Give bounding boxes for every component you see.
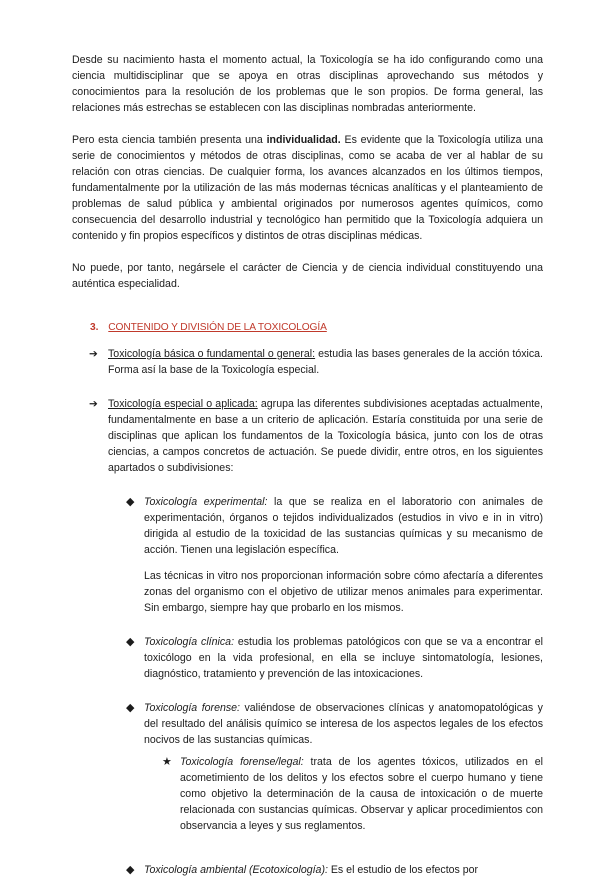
list-item-toxicologia-basica	[72, 346, 543, 378]
intro-p2-bold: individualidad.	[266, 134, 341, 146]
diamond-bullet-icon: ◆	[126, 702, 135, 714]
document-body	[72, 52, 543, 896]
text-experimental: la que se realiza en el laboratorio con animales de experimentación, órganos o tejidos individualizados (estudios in vivo e in in vitro) dirigida al estudio de la toxicidad de las sustancias químicas y su mecanismo de acción. Tienen una legislación específica.	[144, 496, 543, 556]
term-experimental: Toxicología experimental:	[144, 496, 268, 508]
term-clinica: Toxicología clínica:	[144, 636, 235, 648]
diamond-bullet-icon: ◆	[126, 864, 135, 876]
text-experimental-extra: Las técnicas in vitro nos proporcionan información sobre cómo afectaría a diferentes zonas del organismo con el objetivo de utilizar menos animales para experimentar. Sin embargo, siempre hay que probarlo en los mismos.	[144, 570, 543, 614]
arrow-right-icon: ➔	[89, 348, 98, 360]
text-forense-legal: trata de los agentes tóxicos, utilizados en el acometimiento de los delitos y los efectos sobre el cuerpo humano y tiene como objetivo la determinación de la causa de intoxicación o de muerte relacionada con sustancias químicas. Observar y aplicar procedimientos con observancia a leyes y sus reglamentos.	[180, 756, 543, 832]
term-ambiental: Toxicología ambiental (Ecotoxicología):	[144, 864, 328, 876]
section-number: 3.	[90, 322, 99, 333]
star-bullet-icon: ★	[162, 756, 172, 768]
list-item-experimental	[126, 494, 543, 616]
list-item-forense	[126, 700, 543, 834]
intro-paragraph-1: Desde su nacimiento hasta el momento actual, la Toxicología se ha ido configurando como una ciencia multidisciplinar que se apoya en otras disciplinas aprovechando sus métodos y conocimientos para la resolución de los problemas que le son propios. De forma general, las relaciones más estrechas se establecen con las disciplinas nombradas anteriormente.	[72, 54, 543, 114]
text-basica: estudia las bases generales de la acción tóxica. Forma así la base de la Toxicología especial.	[108, 348, 543, 376]
arrow-right-icon: ➔	[89, 398, 98, 410]
text-ambiental: Es el estudio de los efectos por	[327, 864, 479, 876]
list-item-toxicologia-especial	[72, 396, 543, 476]
text-forense: valiéndose de observaciones clínicas y anatomopatológicas y del resultado del análisis químico se interesa de los aspectos legales de los efectos nocivos de las sustancias químicas.	[144, 702, 543, 746]
section-title: CONTENIDO Y DIVISIÓN DE LA TOXICOLOGÍA	[108, 322, 327, 333]
intro-paragraph-3: No puede, por tanto, negársele el carácter de Ciencia y de ciencia individual constituyendo una auténtica especialidad.	[72, 262, 543, 290]
diamond-bullet-icon: ◆	[126, 496, 135, 508]
text-especial: agrupa las diferentes subdivisiones aceptadas actualmente, fundamentalmente en base a un criterio de aplicación. Estaría constituida por una serie de disciplinas que aplican los fundamentos de la Toxicología básica, junto con los de otras ciencias, a campos concretos de actuación. Se puede dividir, entre otros, en los siguientes apartados o subdivisiones:	[108, 398, 543, 474]
term-forense: Toxicología forense:	[144, 702, 240, 714]
term-basica: Toxicología básica o fundamental o general:	[108, 348, 316, 360]
section-heading	[72, 320, 543, 336]
diamond-bullet-icon: ◆	[126, 636, 135, 648]
term-especial: Toxicología especial o aplicada:	[108, 398, 258, 410]
intro-paragraph-2	[72, 132, 543, 244]
text-clinica: estudia los problemas patológicos con que se va a encontrar el toxicólogo en la vida profesional, en ella se incluye sintomatología, lesiones, diagnóstico, tratamiento y prevención de las intoxicaciones.	[144, 636, 543, 680]
term-forense-legal: Toxicología forense/legal:	[180, 756, 304, 768]
list-item-ambiental	[126, 862, 543, 878]
list-item-clinica	[126, 634, 543, 682]
sub-list-item-forense-legal	[162, 754, 543, 834]
intro-p2-rest: Es evidente que la Toxicología utiliza una serie de conocimientos y métodos de otras disciplinas, como se acaba de ver al hablar de su relación con otras ciencias. De cualquier forma, los avances alcanzados en los últimos tiempos, fundamentalmente por la utilización de las más modernas técnicas analíticas y el planteamiento de problemas de salud pública y ambiental originados por numerosos agentes químicos, como consecuencia del desarrollo industrial y tecnológico han permitido que la Toxicología adquiera un contenido y fin propios específicos y distintos de otras disciplinas médicas.	[72, 134, 543, 242]
intro-p2-start: Pero esta ciencia también presenta una	[72, 134, 267, 146]
